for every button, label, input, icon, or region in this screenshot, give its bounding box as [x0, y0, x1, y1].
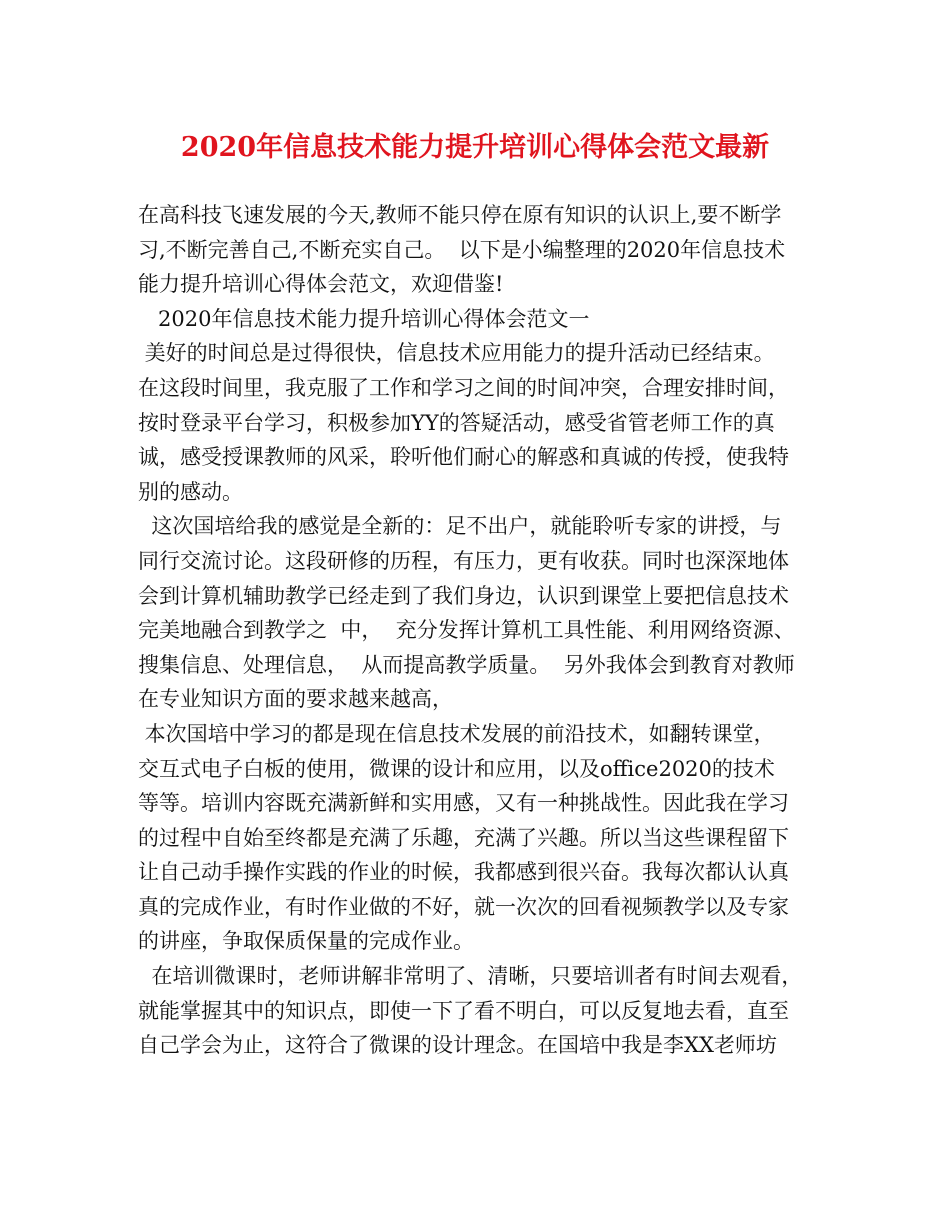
- document-body: [138, 198, 828, 1063]
- text-line: 在这段时间里，我克服了工作和学习之间的时间冲突，合理安排时间，: [138, 375, 789, 400]
- text-line: 真的完成作业，有时作业做的不好，就一次次的回看视频教学以及专家: [138, 894, 789, 919]
- text-line: 会到计算机辅助教学已经走到了我们身边，认识到课堂上要把信息技术: [138, 583, 789, 608]
- text-line: 按时登录平台学习，积极参加YY的答疑活动，感受省管老师工作的真: [138, 410, 775, 435]
- document-title: 2020年信息技术能力提升培训心得体会范文最新: [180, 132, 770, 163]
- text-line: 美好的时间总是过得很快，信息技术应用能力的提升活动已经结束。: [138, 341, 775, 366]
- text-line: 习,不断完善自己,不断充实自己。 以下是小编整理的2020年信息技术: [138, 237, 786, 262]
- text-line: 让自己动手操作实践的作业的时候，我都感到很兴奋。我每次都认认真: [138, 860, 789, 885]
- text-line: 完美地融合到教学之 中， 充分发挥计算机工具性能、利用网络资源、: [138, 618, 795, 643]
- text-line: 在高科技飞速发展的今天,教师不能只停在原有知识的认识上,要不断学: [138, 203, 782, 227]
- text-line: 别的感动。: [138, 479, 243, 504]
- text-line: 在培训微课时，老师讲解非常明了、清晰，只要培训者有时间去观看，: [138, 964, 803, 989]
- text-line: 等等。培训内容既充满新鲜和实用感，又有一种挑战性。因此我在学习: [138, 791, 789, 816]
- text-line: 能力提升培训心得体会范文，欢迎借鉴!: [138, 272, 504, 297]
- text-line: 就能掌握其中的知识点，即使一下了看不明白，可以反复地去看，直至: [138, 998, 789, 1023]
- text-line: 的过程中自始至终都是充满了乐趣，充满了兴趣。所以当这些课程留下: [138, 825, 789, 850]
- text-line: 在专业知识方面的要求越来越高，: [138, 687, 453, 712]
- text-line: 自己学会为止，这符合了微课的设计理念。在国培中我是李XX老师坊: [138, 1033, 777, 1058]
- text-line: 交互式电子白板的使用，微课的设计和应用，以及office2020的技术: [138, 756, 775, 781]
- text-line: 诚，感受授课教师的风采，聆听他们耐心的解惑和真诚的传授，使我特: [138, 445, 789, 470]
- text-line: 的讲座，争取保质保量的完成作业。: [138, 929, 474, 954]
- text-line: 本次国培中学习的都是现在信息技术发展的前沿技术，如翻转课堂，: [138, 721, 775, 746]
- text-line: 同行交流讨论。这段研修的历程，有压力，更有收获。同时也深深地体: [138, 548, 789, 573]
- text-line: 搜集信息、处理信息， 从而提高教学质量。 另外我体会到教育对教师: [138, 652, 795, 677]
- text-line: 2020年信息技术能力提升培训心得体会范文一: [138, 306, 590, 331]
- text-line: 这次国培给我的感觉是全新的：足不出户，就能聆听专家的讲授，与: [138, 514, 782, 539]
